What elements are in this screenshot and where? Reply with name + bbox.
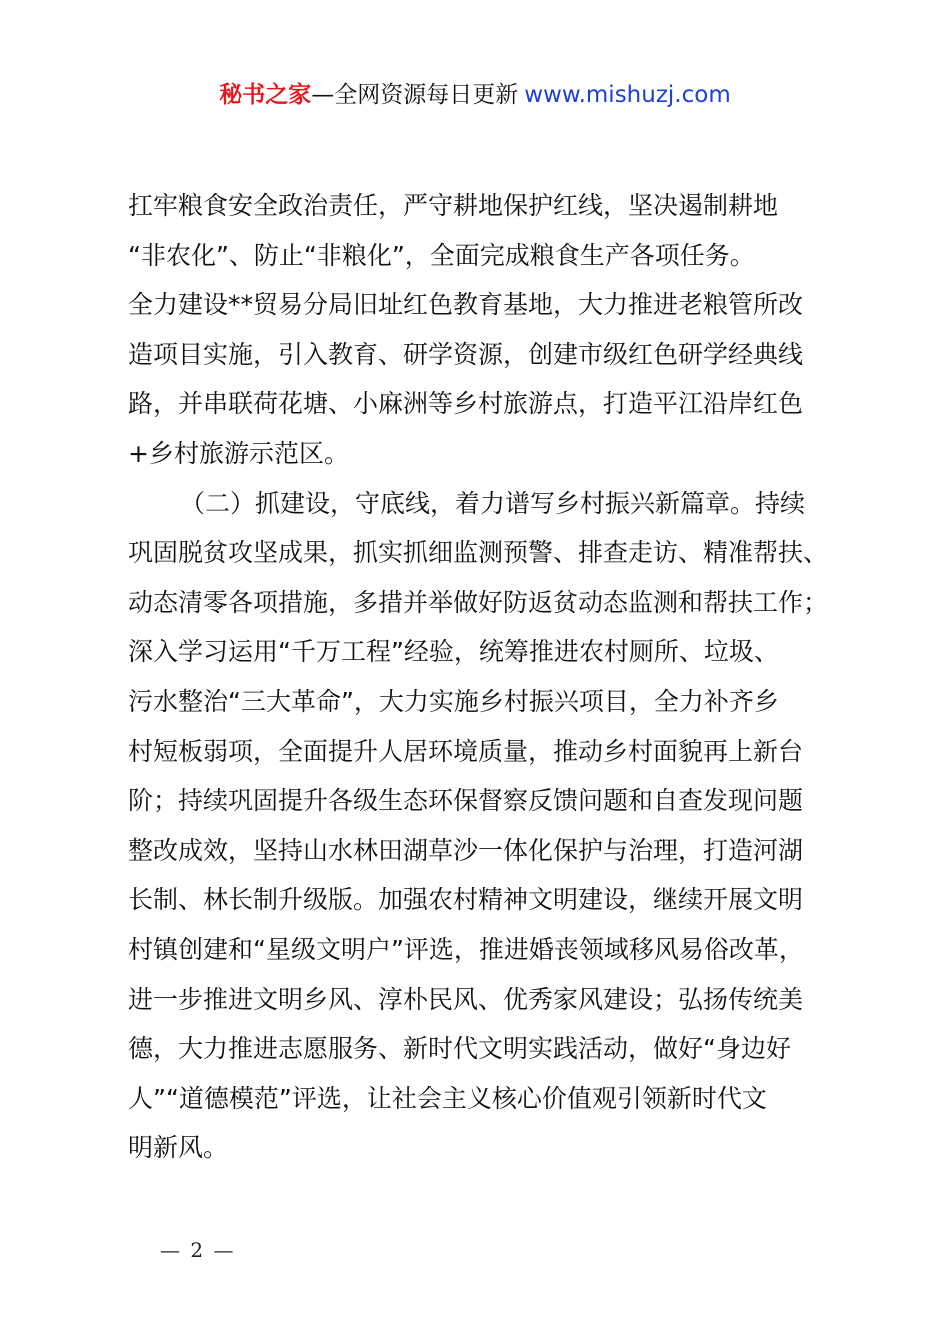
site-url-link[interactable]: www.mishuzj.com <box>524 82 731 108</box>
document-body <box>128 181 832 1173</box>
body-line: 村短板弱项，全面提升人居环境质量，推动乡村面貌再上新台 <box>128 736 804 766</box>
body-line: 进一步推进文明乡风、淳朴民风、优秀家风建设；弘扬传统美 <box>128 984 804 1014</box>
body-line: 明新风。 <box>128 1133 229 1163</box>
body-line: “非农化”、防止“非粮化”，全面完成粮食生产各项任务。 <box>128 240 755 270</box>
body-line: 动态清零各项措施，多措并举做好防返贫动态监测和帮扶工作； <box>128 587 829 617</box>
body-line: 阶；持续巩固提升各级生态环保督察反馈问题和自查发现问题 <box>128 786 804 816</box>
body-line: 路，并串联荷花塘、小麻洲等乡村旅游点，打造平江沿岸红色 <box>128 389 804 419</box>
body-line: 污水整治“三大革命”，大力实施乡村振兴项目，全力补齐乡 <box>128 686 779 716</box>
page-number: — 2 — <box>160 1238 236 1262</box>
body-line: 巩固脱贫攻坚成果，抓实抓细监测预警、排查走访、精准帮扶、 <box>128 538 829 568</box>
section-heading-line: （二）抓建设，守底线，着力谱写乡村振兴新篇章。持续 <box>180 488 806 518</box>
body-line: 深入学习运用“千万工程”经验，统筹推进农村厕所、垃圾、 <box>128 637 779 667</box>
body-line: 村镇创建和“星级文明户”评选，推进婚丧领域移风易俗改革， <box>128 934 804 964</box>
body-line: 长制、林长制升级版。加强农村精神文明建设，继续开展文明 <box>128 885 804 915</box>
header-slogan: —全网资源每日更新 <box>311 82 519 108</box>
body-line: +乡村旅游示范区。 <box>128 438 349 468</box>
body-line: 扛牢粮食安全政治责任，严守耕地保护红线，坚决遏制耕地 <box>128 191 779 220</box>
body-line: 全力建设**贸易分局旧址红色教育基地，大力推进老粮管所改 <box>128 290 804 320</box>
body-line: 人”“道德模范”评选，让社会主义核心价值观引领新时代文 <box>128 1083 767 1113</box>
body-line: 造项目实施，引入教育、研学资源，创建市级红色研学经典线 <box>128 339 804 369</box>
site-header <box>0 78 950 112</box>
body-line: 整改成效，坚持山水林田湖草沙一体化保护与治理，打造河湖 <box>128 835 804 865</box>
brand-name: 秘书之家 <box>219 82 312 108</box>
body-line: 德，大力推进志愿服务、新时代文明实践活动，做好“身边好 <box>128 1034 791 1064</box>
